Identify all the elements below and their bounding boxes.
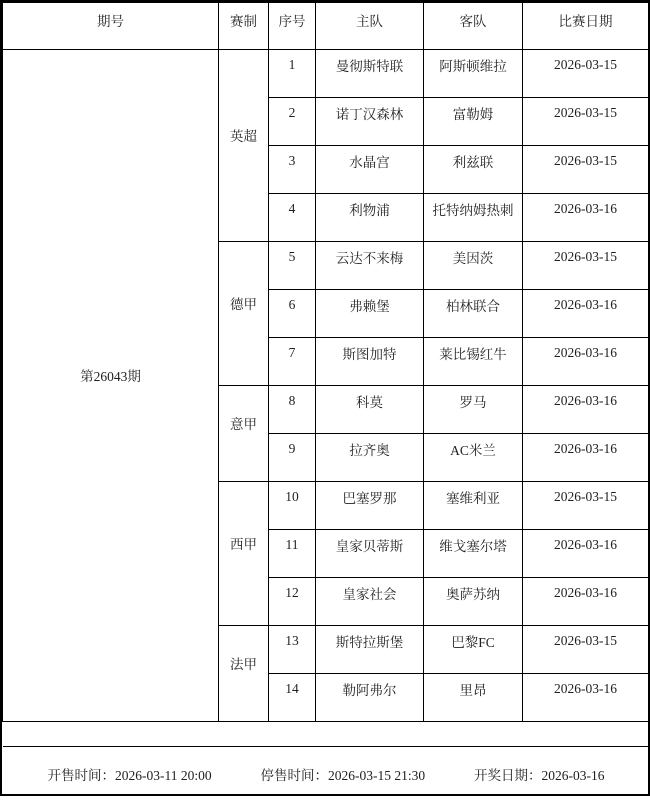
- footer-row: [3, 747, 649, 808]
- home-team-cell: 拉齐奥: [316, 434, 424, 482]
- spacer-row: [3, 722, 649, 747]
- footer-cell: [3, 747, 649, 808]
- spacer-cell: [3, 722, 649, 747]
- away-team-cell: 阿斯顿维拉: [424, 50, 523, 98]
- col-header-league: 赛制: [219, 3, 269, 50]
- match-date-cell: 2026-03-15: [523, 242, 649, 290]
- away-team-cell: 维戈塞尔塔: [424, 530, 523, 578]
- league-cell-bundesliga: 德甲: [219, 242, 269, 386]
- home-team-cell: 弗赖堡: [316, 290, 424, 338]
- home-team-cell: 曼彻斯特联: [316, 50, 424, 98]
- match-no-cell: 8: [269, 386, 316, 434]
- home-team-cell: 利物浦: [316, 194, 424, 242]
- home-team-cell: 巴塞罗那: [316, 482, 424, 530]
- home-team-cell: 云达不来梅: [316, 242, 424, 290]
- match-no-cell: 11: [269, 530, 316, 578]
- match-no-cell: 6: [269, 290, 316, 338]
- league-cell-serie-a: 意甲: [219, 386, 269, 482]
- home-team-cell: 斯特拉斯堡: [316, 626, 424, 674]
- away-team-cell: 塞维利亚: [424, 482, 523, 530]
- schedule-table: [2, 2, 649, 808]
- away-team-cell: 托特纳姆热刺: [424, 194, 523, 242]
- home-team-cell: 斯图加特: [316, 338, 424, 386]
- match-no-cell: 2: [269, 98, 316, 146]
- sale-stop-time: 停售时间：2026-03-15 21:30: [261, 764, 426, 784]
- sale-start-time: 开售时间：2026-03-11 20:00: [48, 764, 212, 784]
- match-no-cell: 14: [269, 674, 316, 722]
- footer-times: [48, 764, 605, 784]
- home-team-cell: 水晶宫: [316, 146, 424, 194]
- league-cell-premier-league: 英超: [219, 50, 269, 242]
- match-no-cell: 12: [269, 578, 316, 626]
- match-date-cell: 2026-03-16: [523, 434, 649, 482]
- col-header-date: 比赛日期: [523, 3, 649, 50]
- away-team-cell: 莱比锡红牛: [424, 338, 523, 386]
- home-team-cell: 皇家贝蒂斯: [316, 530, 424, 578]
- league-cell-ligue-1: 法甲: [219, 626, 269, 722]
- match-date-cell: 2026-03-15: [523, 146, 649, 194]
- col-header-away: 客队: [424, 3, 523, 50]
- away-team-cell: 巴黎FC: [424, 626, 523, 674]
- match-date-cell: 2026-03-16: [523, 674, 649, 722]
- match-no-cell: 7: [269, 338, 316, 386]
- match-no-cell: 13: [269, 626, 316, 674]
- away-team-cell: 里昂: [424, 674, 523, 722]
- match-no-cell: 5: [269, 242, 316, 290]
- away-team-cell: 奥萨苏纳: [424, 578, 523, 626]
- home-team-cell: 诺丁汉森林: [316, 98, 424, 146]
- match-no-cell: 1: [269, 50, 316, 98]
- match-date-cell: 2026-03-15: [523, 50, 649, 98]
- match-no-cell: 4: [269, 194, 316, 242]
- away-team-cell: AC米兰: [424, 434, 523, 482]
- match-date-cell: 2026-03-16: [523, 290, 649, 338]
- match-date-cell: 2026-03-16: [523, 386, 649, 434]
- away-team-cell: 利兹联: [424, 146, 523, 194]
- match-no-cell: 10: [269, 482, 316, 530]
- home-team-cell: 皇家社会: [316, 578, 424, 626]
- match-row: [3, 50, 649, 98]
- match-date-cell: 2026-03-16: [523, 338, 649, 386]
- match-no-cell: 3: [269, 146, 316, 194]
- match-date-cell: 2026-03-15: [523, 482, 649, 530]
- match-date-cell: 2026-03-15: [523, 626, 649, 674]
- away-team-cell: 美因茨: [424, 242, 523, 290]
- match-date-cell: 2026-03-16: [523, 530, 649, 578]
- draw-date: 开奖日期：2026-03-16: [474, 764, 605, 784]
- match-no-cell: 9: [269, 434, 316, 482]
- home-team-cell: 勒阿弗尔: [316, 674, 424, 722]
- match-date-cell: 2026-03-16: [523, 578, 649, 626]
- away-team-cell: 罗马: [424, 386, 523, 434]
- period-cell: 第26043期: [3, 50, 219, 722]
- match-date-cell: 2026-03-15: [523, 98, 649, 146]
- col-header-no: 序号: [269, 3, 316, 50]
- league-cell-la-liga: 西甲: [219, 482, 269, 626]
- col-header-period: 期号: [3, 3, 219, 50]
- away-team-cell: 柏林联合: [424, 290, 523, 338]
- home-team-cell: 科莫: [316, 386, 424, 434]
- match-date-cell: 2026-03-16: [523, 194, 649, 242]
- header-row: [3, 3, 649, 50]
- col-header-home: 主队: [316, 3, 424, 50]
- away-team-cell: 富勒姆: [424, 98, 523, 146]
